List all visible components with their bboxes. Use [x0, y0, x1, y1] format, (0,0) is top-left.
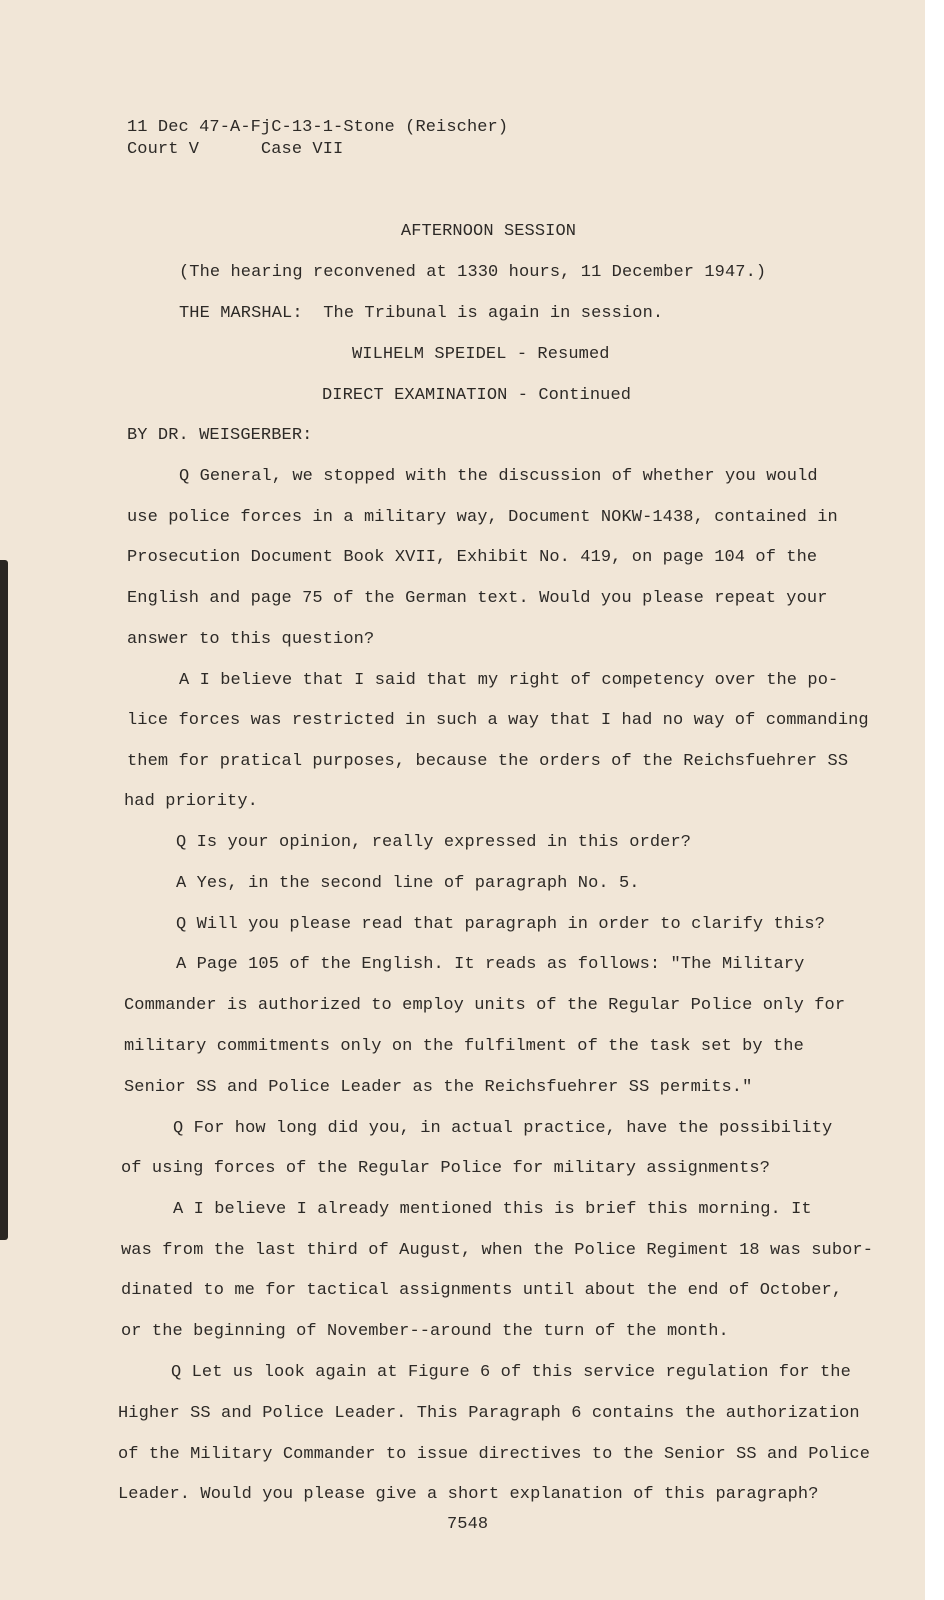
binding-edge [0, 560, 8, 1240]
examiner-line: BY DR. WEISGERBER: [127, 426, 313, 445]
body-line-13: A Page 105 of the English. It reads as follows: "The Military [176, 955, 805, 974]
body-line-9: had priority. [124, 792, 258, 811]
body-line-10: Q Is your opinion, really expressed in this order? [176, 833, 692, 852]
body-line-4: English and page 75 of the German text. Would you please repeat your [127, 589, 828, 608]
body-line-1: Q General, we stopped with the discussion of whether you would [179, 467, 818, 486]
page-number: 7548 [447, 1515, 489, 1534]
body-line-5: answer to this question? [127, 630, 375, 649]
body-line-8: them for pratical purposes, because the orders of the Reichsfuehrer SS [127, 752, 849, 771]
body-line-17: Q For how long did you, in actual practice, have the possibility [173, 1119, 833, 1138]
session-title: AFTERNOON SESSION [400, 222, 577, 241]
examination-line: DIRECT EXAMINATION - Continued [322, 386, 632, 405]
body-line-20: was from the last third of August, when the Police Regiment 18 was subor- [121, 1241, 874, 1260]
header-line-1: 11 Dec 47-A-FjC-13-1-Stone (Reischer) [127, 118, 509, 137]
reconvened-note: (The hearing reconvened at 1330 hours, 11 December 1947.) [179, 263, 767, 282]
body-line-19: A I believe I already mentioned this is brief this morning. It [173, 1200, 812, 1219]
body-line-18: of using forces of the Regular Police for military assignments? [121, 1159, 771, 1178]
body-line-12: Q Will you please read that paragraph in order to clarify this? [176, 915, 826, 934]
witness-line: WILHELM SPEIDEL - Resumed [352, 345, 610, 364]
marshal-line: THE MARSHAL: The Tribunal is again in session. [179, 304, 664, 323]
body-line-22: or the beginning of November--around the turn of the month. [121, 1322, 729, 1341]
body-line-7: lice forces was restricted in such a way that I had no way of commanding [127, 711, 869, 730]
body-line-25: of the Military Commander to issue directives to the Senior SS and Police [118, 1445, 871, 1464]
body-line-2: use police forces in a military way, Document NOKW-1438, contained in [127, 508, 838, 527]
body-line-3: Prosecution Document Book XVII, Exhibit No. 419, on page 104 of the [127, 548, 818, 567]
body-line-23: Q Let us look again at Figure 6 of this service regulation for the [171, 1363, 851, 1382]
body-line-16: Senior SS and Police Leader as the Reichsfuehrer SS permits." [124, 1078, 753, 1097]
body-line-14: Commander is authorized to employ units of the Regular Police only for [124, 996, 846, 1015]
body-line-6: A I believe that I said that my right of competency over the po- [179, 671, 839, 690]
header-line-2: Court V Case VII [127, 140, 344, 159]
body-line-15: military commitments only on the fulfilment of the task set by the [124, 1037, 804, 1056]
body-line-24: Higher SS and Police Leader. This Paragraph 6 contains the authorization [118, 1404, 860, 1423]
body-line-26: Leader. Would you please give a short explanation of this paragraph? [118, 1485, 819, 1504]
body-line-21: dinated to me for tactical assignments until about the end of October, [121, 1281, 843, 1300]
body-line-11: A Yes, in the second line of paragraph No. 5. [176, 874, 640, 893]
